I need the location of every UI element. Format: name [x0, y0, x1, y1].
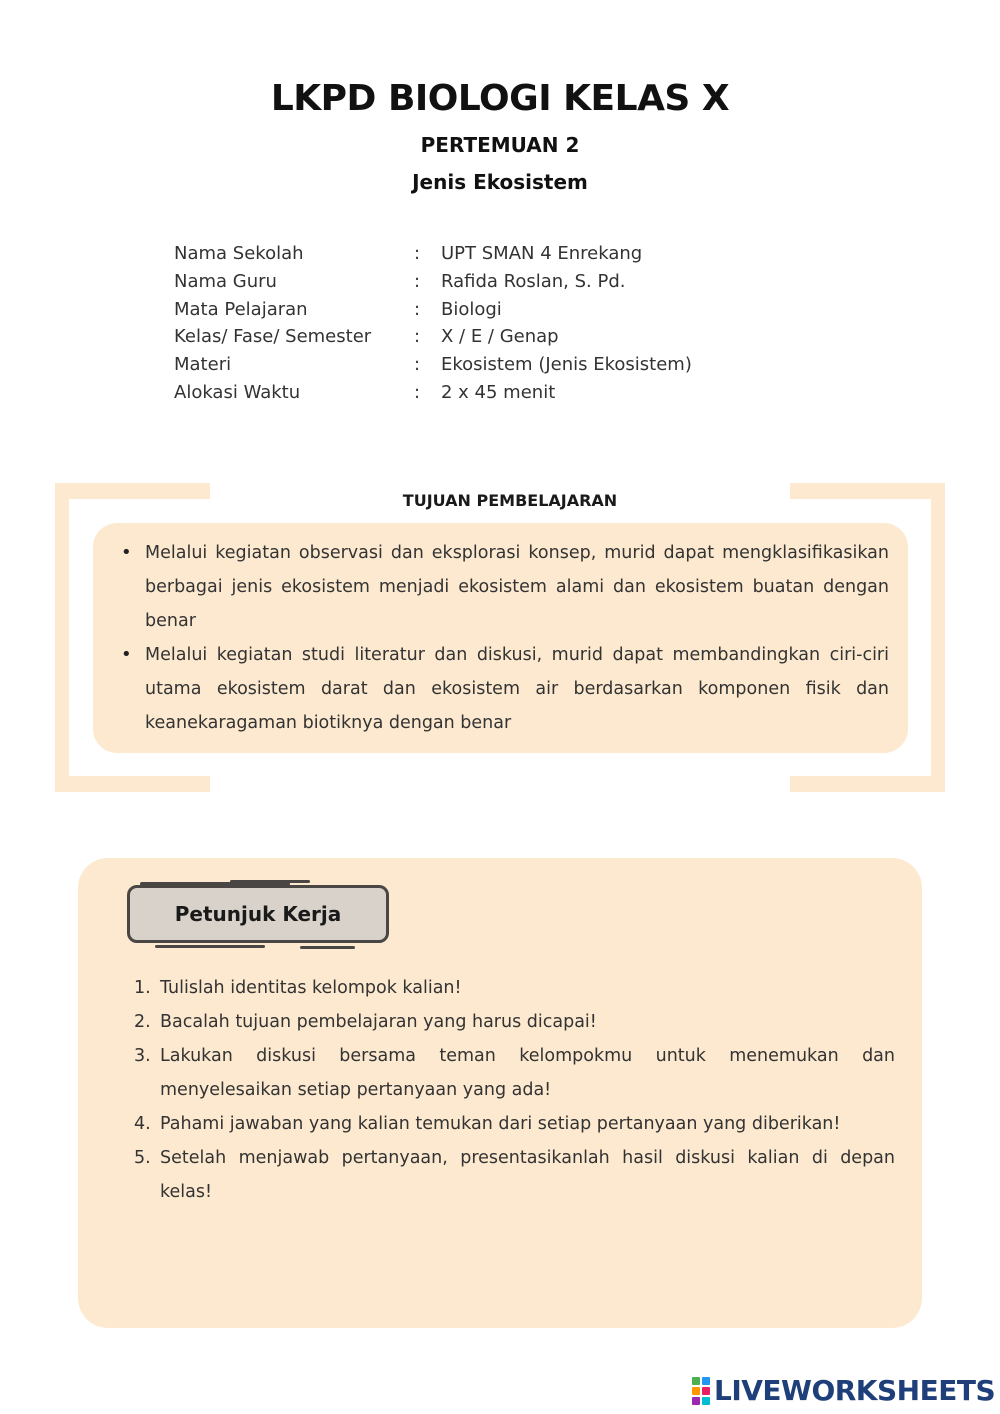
step-number: 2.: [134, 1012, 151, 1032]
step-number: 5.: [134, 1148, 151, 1168]
objective-item: • Melalui kegiatan studi literatur dan diskusi, murid dapat membandingkan ciri-ciri utama ekosistem darat dan ekosistem air berdasarkan komponen fisik dan keanekaragaman biotiknya dengan benar: [145, 638, 889, 740]
info-label: Nama Sekolah: [174, 243, 304, 264]
left-bracket-bottom: [58, 776, 210, 792]
learning-objectives-list: [145, 536, 889, 740]
instruction-step: [134, 1039, 895, 1107]
identity-table: [174, 240, 692, 407]
logo-square: [692, 1397, 700, 1405]
info-value: X / E / Genap: [441, 326, 559, 348]
info-value: Biologi: [441, 298, 502, 320]
logo-square: [702, 1387, 710, 1395]
topic-label: Jenis Ekosistem: [412, 170, 588, 194]
instructions-title: Petunjuk Kerja: [174, 902, 342, 926]
info-row-class: [174, 323, 692, 351]
instruction-step: [134, 1005, 895, 1039]
info-separator: :: [414, 298, 421, 320]
step-number: 1.: [134, 978, 151, 998]
logo-grid-icon: [692, 1377, 710, 1405]
objective-item: • Melalui kegiatan observasi dan eksplorasi konsep, murid dapat mengklasifikasikan berbagai jenis ekosistem menjadi ekosistem alami dan ekosistem buatan dengan benar: [145, 536, 889, 638]
logo-square: [702, 1397, 710, 1405]
info-row-subject: [174, 296, 692, 324]
step-text: Tulislah identitas kelompok kalian!: [160, 978, 462, 998]
logo-square: [702, 1377, 710, 1385]
liveworksheets-logo[interactable]: [692, 1374, 995, 1407]
left-bracket-side: [55, 483, 69, 792]
badge-brush-stroke: [300, 946, 355, 949]
info-value: UPT SMAN 4 Enrekang: [441, 243, 643, 264]
right-bracket-side: [931, 483, 945, 792]
worksheet-title: LKPD BIOLOGI KELAS X: [270, 78, 730, 119]
info-label: Mata Pelajaran: [174, 298, 308, 320]
logo-square: [692, 1377, 700, 1385]
info-value: 2 x 45 menit: [441, 381, 556, 403]
step-text: Bacalah tujuan pembelajaran yang harus dicapai!: [160, 1012, 597, 1032]
info-separator: :: [414, 243, 421, 264]
info-separator: :: [414, 381, 421, 403]
instruction-step: [134, 971, 895, 1005]
info-separator: :: [414, 354, 421, 376]
meeting-label: PERTEMUAN 2: [420, 133, 580, 157]
step-text: Lakukan diskusi bersama teman kelompokmu untuk menemukan dan menyelesaikan setiap pertanyaan yang ada!: [160, 1046, 895, 1100]
info-row-teacher: [174, 268, 692, 296]
info-separator: :: [414, 270, 421, 292]
info-value: Ekosistem (Jenis Ekosistem): [441, 354, 692, 376]
step-text: Setelah menjawab pertanyaan, presentasikanlah hasil diskusi kalian di depan kelas!: [160, 1148, 895, 1202]
instruction-step: [134, 1141, 895, 1209]
info-separator: :: [414, 326, 421, 348]
info-label: Kelas/ Fase/ Semester: [174, 326, 372, 348]
info-label: Alokasi Waktu: [174, 381, 301, 403]
right-bracket-bottom: [790, 776, 945, 792]
info-row-material: [174, 351, 692, 379]
instructions-list: [134, 971, 895, 1209]
info-row-time: [174, 379, 692, 407]
info-value: Rafida Roslan, S. Pd.: [441, 270, 626, 292]
step-text: Pahami jawaban yang kalian temukan dari setiap pertanyaan yang diberikan!: [160, 1114, 841, 1134]
badge-brush-stroke: [230, 880, 310, 883]
instruction-step: [134, 1107, 895, 1141]
logo-text: LIVEWORKSHEETS: [714, 1374, 996, 1407]
badge-brush-stroke: [155, 945, 265, 948]
step-number: 4.: [134, 1114, 151, 1134]
info-row-school: [174, 240, 692, 268]
step-number: 3.: [134, 1046, 151, 1066]
info-label: Nama Guru: [174, 270, 277, 292]
info-label: Materi: [174, 354, 232, 376]
logo-square: [692, 1387, 700, 1395]
learning-objectives-heading: TUJUAN PEMBELAJARAN: [402, 491, 618, 510]
